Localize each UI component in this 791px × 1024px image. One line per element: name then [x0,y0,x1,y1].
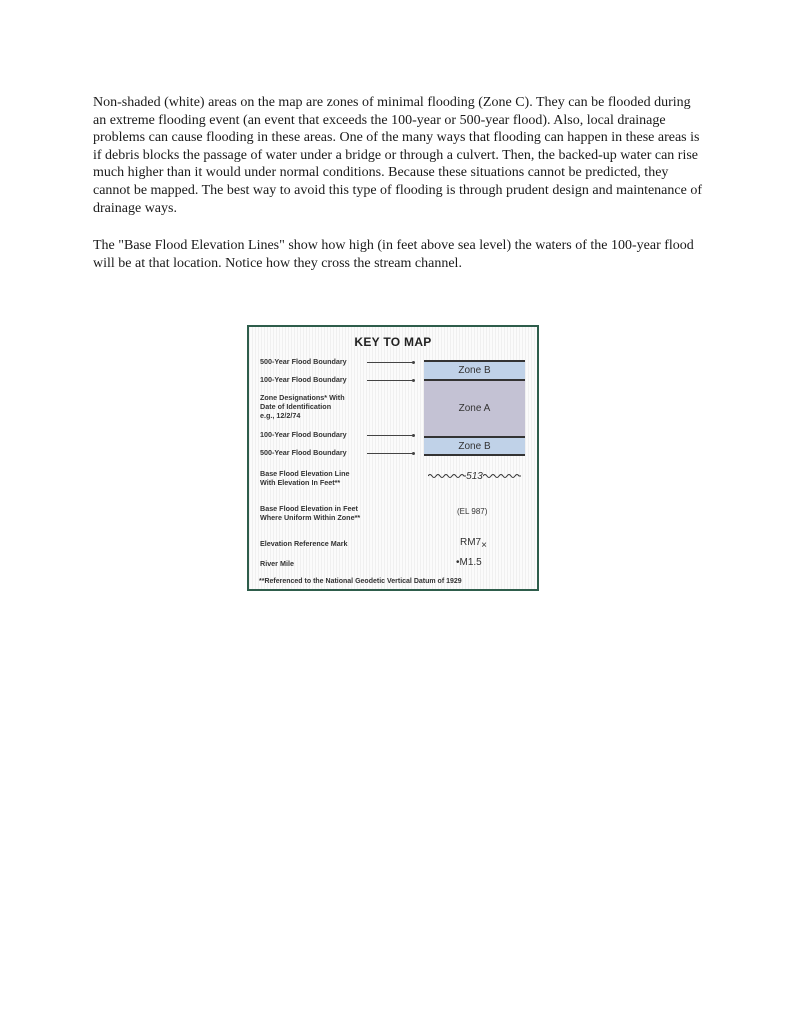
cross-mark-icon: × [481,540,487,551]
zone-b-label-top: Zone B [458,365,491,376]
wavy-line-right-icon [483,472,521,480]
river-mile-symbol [456,557,482,568]
label-zone-designations-1: Zone Designations* With [260,393,345,402]
label-500-year-boundary-top: 500-Year Flood Boundary [260,357,347,366]
river-mile-value: M1.5 [459,557,482,568]
leader-500-top [367,362,413,363]
bfe-value: 513 [466,470,483,482]
zone-a-swatch [424,381,525,436]
label-bfe-uniform-1: Base Flood Elevation in Feet [260,504,358,513]
dot-icon: • [456,557,460,568]
map-key [247,325,539,591]
label-100-year-boundary-bottom: 100-Year Flood Boundary [260,430,347,439]
bfe-line-symbol [424,470,525,482]
el-value: (EL 987) [457,507,488,516]
label-100-year-boundary-top: 100-Year Flood Boundary [260,375,347,384]
leader-100-top [367,380,413,381]
label-zone-designations-3: e.g., 12/2/74 [260,411,301,420]
leader-100-bottom [367,435,413,436]
label-bfe-uniform-2: Where Uniform Within Zone** [260,513,361,522]
rm-symbol [460,537,487,551]
key-footnote: **Referenced to the National Geodetic Vertical Datum of 1929 [259,578,462,585]
zone-b-swatch-bottom [424,436,525,456]
label-bfe-line-1: Base Flood Elevation Line [260,469,350,478]
leader-500-bottom [367,453,413,454]
zone-b-label-bottom: Zone B [458,440,491,452]
paragraph-base-flood-elevation: The "Base Flood Elevation Lines" show how high (in feet above sea level) the waters of the 100-year flood will be at that location. Notice how they cross the stream channel. [93,238,694,271]
label-river-mile: River Mile [260,559,294,568]
label-elevation-reference-mark: Elevation Reference Mark [260,539,348,548]
zone-a-label: Zone A [458,403,491,414]
key-title: KEY TO MAP [354,335,432,349]
zone-b-swatch-top [424,360,525,381]
label-zone-designations-2: Date of Identification [260,402,332,411]
rm-value: RM7 [460,537,482,548]
paragraph-zone-c: Non-shaded (white) areas on the map are zones of minimal flooding (Zone C). They can be flooded during an extreme flooding event (an event that exceeds the 100-year or 500-year flood). Also, local drainage problems can cause flooding in these areas. One of the many ways that flooding can happen in these areas is if debris blocks the passage of water under a bridge or through a culvert. Then, the backed-up water can rise much higher than it would under normal conditions. Because these situations cannot be predicted, they cannot be mapped. The best way to avoid this type of flooding is through prudent design and maintenance of drainage ways. [93,95,702,216]
wavy-line-left-icon [428,472,466,480]
label-500-year-boundary-bottom: 500-Year Flood Boundary [260,448,347,457]
label-bfe-line-2: With Elevation In Feet** [260,478,341,487]
